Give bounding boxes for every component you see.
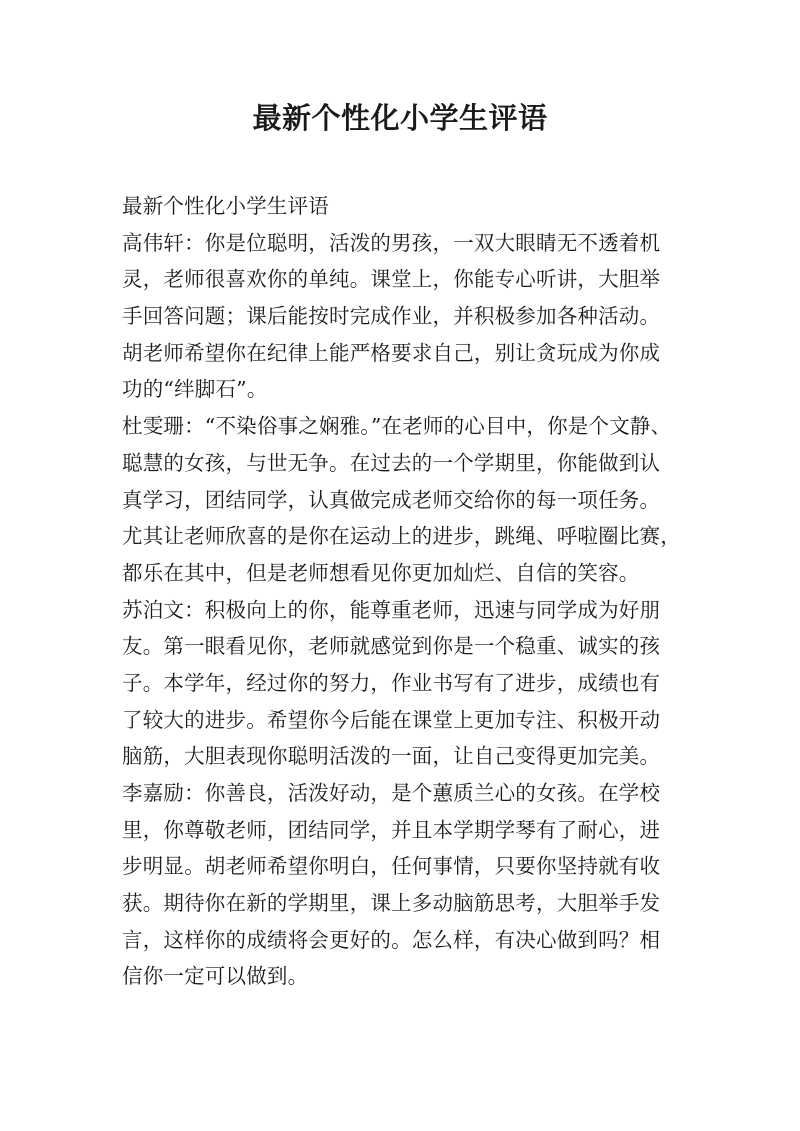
body-line: 高伟轩：你是位聪明，活泼的男孩，一双大眼睛无不透着机 [122,230,661,255]
body-line: 获。期待你在新的学期里，课上多动脑筋思考，大胆举手发 [122,891,661,916]
body-line: 胡老师希望你在纪律上能严格要求自己，别让贪玩成为你成 [122,340,661,365]
body-line: 信你一定可以做到。 [122,964,309,989]
body-line: 真学习，团结同学，认真做完成老师交给你的每一项任务。 [122,487,661,512]
body-line: 李嘉励：你善良，活泼好动，是个蕙质兰心的女孩。在学校 [122,781,661,805]
body-line: 尤其让老师欣喜的是你在运动上的进步，跳绳、呼啦圈比赛， [122,524,681,549]
body-line: 聪慧的女孩，与世无争。在过去的一个学期里，你能做到认 [122,450,661,475]
body-line: 手回答问题；课后能按时完成作业，并积极参加各种活动。 [122,304,661,329]
body-line: 了较大的进步。希望你今后能在课堂上更加专注、积极开动 [122,707,661,732]
body-line: 苏泊文：积极向上的你，能尊重老师，迅速与同学成为好朋 [122,597,661,622]
body-line: 友。第一眼看见你，老师就感觉到你是一个稳重、诚实的孩 [122,634,661,659]
body-line: 都乐在其中，但是老师想看见你更加灿烂、自信的笑容。 [122,560,640,585]
body-line: 言，这样你的成绩将会更好的。怎么样，有决心做到吗？相 [122,927,661,952]
body-line: 杜雯珊：“不染俗事之娴雅。”在老师的心目中，你是个文静、 [122,414,672,439]
page-title: 最新个性化小学生评语 [252,101,548,135]
body-line: 功的“绊脚石”。 [122,377,268,402]
body-line: 子。本学年，经过你的努力，作业书写有了进步，成绩也有 [122,670,661,695]
body-line: 步明显。胡老师希望你明白，任何事情，只要你坚持就有收 [122,854,661,879]
body-line: 里，你尊敬老师，团结同学，并且本学期学琴有了耐心，进 [122,817,661,842]
body-line: 最新个性化小学生评语 [122,194,329,218]
document-body [122,188,688,995]
body-line: 灵，老师很喜欢你的单纯。课堂上，你能专心听讲，大胆举 [122,267,661,292]
body-line: 脑筋，大胆表现你聪明活泼的一面，让自己变得更加完美。 [122,744,661,769]
